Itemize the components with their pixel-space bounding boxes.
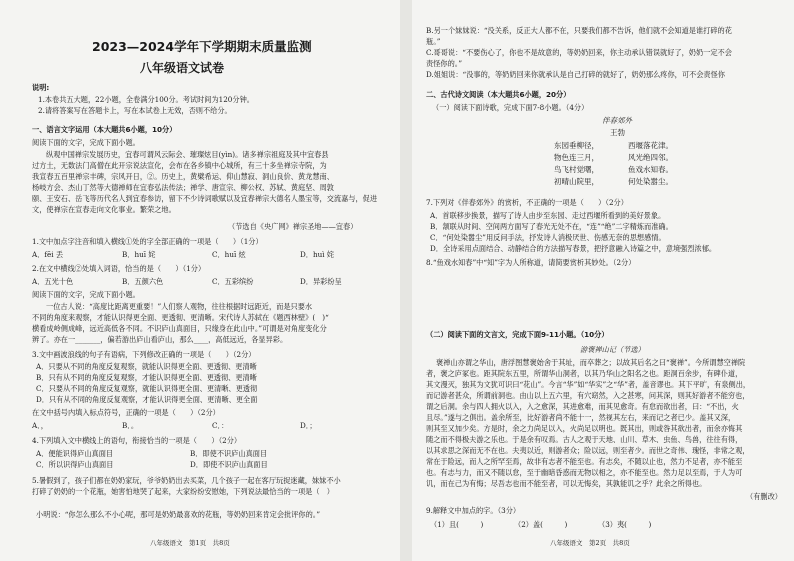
exam-subtitle: 八年级语文试卷 (140, 61, 225, 75)
q3-option-b[interactable]: B．只有从不同的角度反复观察，才能认识得更全面、更透彻、更清晰 (36, 373, 257, 382)
q1-option-a[interactable]: A．fēi 丢 (32, 250, 64, 259)
page-2 (414, 0, 794, 561)
passage-line: 不同的角度来观察，才能认识得更全面、更透彻、更清晰。宋代诗人苏轼在《题西林壁》( )“ (32, 313, 329, 322)
passage-line: 过方土，无数法门高僧在此开宗说法宣化，会布在各乡镇中心城所，有三十多坐禅宗寺院，为 (32, 161, 327, 170)
prose-line: 随之而不得极夫游之乐也。于是余有叹焉。古人之观于天地、山川、草木、虫鱼、鸟兽，往往有得， (426, 435, 743, 444)
prose-line: 而记游者甚众，所谓前洞也。由山以上五六里，有穴窈然，入之甚寒，问其深，则其好游者不能穷也， (426, 391, 750, 400)
question-2: 2.在文中横线②处填入词语，恰当的是（ ）（1分） (32, 264, 206, 273)
q1-option-c[interactable]: C．huī 炫 (212, 250, 246, 259)
q1-option-b[interactable]: B．huī 姹 (122, 250, 156, 259)
note-line: 1.本卷共五大题，22小题，全卷满分100分。考试时间为120分钟。 (38, 95, 254, 104)
passage-line: 杨岐方会、杰山丁然等大德禅师在宜春弘法传法；禅学、唐宣宗、柳公权、苏轼、黄庭坚、周敦 (32, 183, 334, 192)
prose-source: （有删改） (746, 492, 782, 501)
prose-line: 常在于险远，而人之所罕至焉，故非有志者不能至也。有志矣，不随以止也，然力不足者，亦不能至 (426, 457, 743, 466)
prose-line: 也。有志与力，而又不随以怠，至于幽暗昏惑而无物以相之，亦不能至也。然力足以至焉，于人为可 (426, 468, 743, 477)
prose-line: 者，褒之庐冢也。距其院东五里，所谓华山洞者，以其乃华山之阳名之也。距洞百余步，有碑仆道， (426, 369, 743, 378)
q9-item[interactable]: （2）盖( ) (514, 520, 568, 529)
question-3: 3.文中画波浪线的句子有语病，下列修改正确的一项是（ ）（2分） (32, 350, 256, 359)
section-1b-intro: 阅读下面的文字，完成下面小题。 (32, 290, 140, 299)
prose-line: 则其至又加少矣。方是时，余之力尚足以入，火尚足以明也。既其出，则或咎其欲出者，而余亦悔其 (426, 424, 743, 433)
exam-title: 2023—2024学年下学期期末质量监测 (92, 39, 312, 54)
q5-option-c[interactable]: C.哥哥说：“不要伤心了，你也不是故意的，等奶奶回来，你主动承认错误就好了，奶奶一定不会 (426, 48, 732, 57)
prose-line: 以其求思之深而无不在也。夫夷以近，则游者众；险以远，则至者少。而世之奇伟、瑰怪，非常之观， (426, 446, 750, 455)
poem-title: 伴春郊外 (602, 116, 632, 125)
q3-option-a[interactable]: A．只要从不同的角度反复观察，就能认识得更全面、更透彻、更清晰 (36, 362, 257, 371)
q3-option-d[interactable]: D．只有从不同的角度反复观察，才能认识得更全面、更清晰、更全面 (36, 395, 258, 404)
poem-line: 鸟飞村觉曙， (554, 165, 599, 174)
q7-option-a[interactable]: A．首联移步换景，描写了诗人由步至东园、走过西堰所看到的美好景象。 (430, 211, 666, 220)
passage-line: 纵观中国禅宗发展历史，宜春可谓风云际会、璀璨炫目(yìn)。诸多禅宗祖庭及其中宜春县 (46, 150, 329, 159)
q3b-option-b[interactable]: B．。 (122, 421, 139, 430)
poem-author: 王勃 (610, 128, 625, 137)
passage-line: 横看成岭侧成峰，远近高低各不同。不识庐山真面目，只缘身在此山中。”可谓是对角度变化分 (32, 324, 327, 333)
q2-option-d[interactable]: D．异彩纷呈 (300, 277, 342, 286)
note-line: 2.请将答案写在答题卡上，写在本试卷上无效，否则不给分。 (38, 106, 232, 115)
prose-title: 游褒禅山记（节选） (580, 345, 645, 354)
q9-item[interactable]: （3）夷( ) (598, 520, 652, 529)
passage-line: 颐、王安石、岳飞等历代名人到宜春参访，留下不少诗词歌赋以及宜春禅宗大德名人墨宝等，交流嘉与，促进 (32, 194, 378, 203)
text-line: 责怪你的。” (426, 59, 463, 68)
poem-line: 东园垂柳径， (554, 141, 599, 150)
passage-line: 辨了。亦在一_______，偏若游出庐山看庐山，那么____，高低远近，各显异彩。 (32, 335, 288, 344)
notes-heading: 说明: (32, 83, 50, 92)
q3b-option-d[interactable]: D．； (300, 421, 317, 430)
q4-option-a[interactable]: A．便能识得庐山真面目 (36, 449, 114, 458)
question-1: 1.文中加点字注音和填入横线①处的字全部正确的一项是（ ）（1分） (32, 237, 263, 246)
question-7: 7.下列对《伴春郊外》的赏析，不正确的一项是（ ）（2分） (426, 198, 628, 207)
poem-line: 西堰落花津。 (628, 141, 673, 150)
q9-item[interactable]: （1）且( ) (430, 520, 484, 529)
text-line: 瓶。” (426, 37, 441, 46)
section-1-heading: 一、语言文字运用（本大题共6小题，10分） (32, 125, 177, 134)
passage-line: 一位古人说：“高度比距离更重要！”人们察人观物，往往根据时远距近，而是只要水 (46, 302, 313, 311)
q2-option-a[interactable]: A．五光十色 (32, 277, 74, 286)
q5-option-a[interactable]: 小明说：“你怎么那么不小心呢，那可是奶奶最喜欢的花瓶，等奶奶回来肯定会批评你的。” (36, 510, 321, 519)
q5-option-d[interactable]: D.姐姐说：“没事的，等奶奶回来你就承认是自己打碎的就好了，奶奶那么疼你，可不会责怪你 (426, 70, 725, 79)
q7-option-c[interactable]: C．“何处染嚣尘”用反问手法，抒发诗人消极厌世、伤感无奈的思想感情。 (430, 233, 666, 242)
q7-option-d[interactable]: D．全诗采用点面结合、动静结合的方法描写春景，把抒意融入诗篇之中，意境强烈浓郁。 (430, 244, 717, 253)
prose-line: 谓之后洞。余与四人拥火以入，入之愈深，其进愈难，而其见愈奇。有怠而欲出者，曰：“不出，火 (426, 402, 739, 411)
question-4: 4.下列填入文中横线上的语句，衔接恰当的一项是（ ）（2分） (32, 436, 242, 445)
prose-line: 其文漫灭，独其为文犹可识曰“花山”。今言“华”如“华实”之“华”者，盖音谬也。其下平旷，有泉侧出， (426, 380, 751, 389)
poem-line: 物色连三月， (554, 153, 599, 162)
q3-option-c[interactable]: C．只要从不同的角度反复观察，就能认识得更全面、更清晰、更透彻 (36, 384, 258, 393)
page-footer: 八年级语文 第1页 共8页 (150, 539, 230, 547)
q3b-option-a[interactable]: A．， (32, 421, 48, 430)
q5-option-b[interactable]: B.另一个妹妹说：“没关系，反正大人都不在，只要我们都不告诉，他们就不会知道是谁打碎的花 (426, 26, 732, 35)
poem-line: 鱼戏水知春。 (628, 165, 673, 174)
question-8: 8.“鱼戏水知春”中“知”字为人所称道，请简要赏析其妙处。（2分） (426, 258, 636, 267)
poem-line: 风光绝四邻。 (628, 153, 673, 162)
passage-line: 我宣春五百里禅宗丰碑，宗风开日，②。历史上，黄檗希运、仰山慧寂、洞山良价、黄龙慧南、 (32, 172, 334, 181)
q7-option-b[interactable]: B．颔联从时间、空间两方面写了春光无处不在，“连”“绝”二字精炼而准确。 (430, 222, 673, 231)
question-3b: 在文中括号内填入标点符号，正确的一项是（ ）（2分） (32, 408, 220, 417)
passage-source: （节选自《央广网》禅宗圣地——宜春） (228, 222, 358, 231)
q4-option-b[interactable]: B．即使不识庐山真面目 (190, 449, 268, 458)
page-footer: 八年级语文 第2页 共8页 (550, 539, 630, 547)
q3b-option-c[interactable]: C．： (212, 421, 229, 430)
q4-option-d[interactable]: D．即使不识庐山真面目 (190, 460, 268, 469)
q2-option-b[interactable]: B．五颜六色 (122, 277, 164, 286)
q2-option-c[interactable]: C．五彩缤纷 (212, 277, 254, 286)
question-5: 5.暑假到了，孩子们都在奶奶家玩，爷爷奶奶出去买菜，几个孩子一起在客厅玩捉迷藏，妹妹不小 (32, 476, 341, 485)
poem-line: 何处染嚣尘。 (628, 177, 673, 186)
prose-line: 褒禅山亦谓之华山，唐浮图慧褒始舍于其址，而卒葬之；以故其后名之曰“褒禅”。今所谓慧空禅院 (436, 358, 746, 367)
prose-line: 讥，而在己为有悔；尽吾志也而不能至者，可以无悔矣，其孰能讥之乎？此余之所得也。 (426, 479, 707, 488)
q4-option-c[interactable]: C．所以识得庐山真面目 (36, 460, 114, 469)
section-1-intro: 阅读下面的文字，完成下面小题。 (32, 138, 140, 147)
prose-line: 且尽。”遂与之俱出。盖余所至，比好游者尚不能十一，然视其左右，来而记之者已少。盖其又深， (426, 413, 736, 422)
section-2a-heading: （一）阅读下面诗歌，完成下面7-8小题。（4分） (432, 103, 589, 112)
question-5-line: 打碎了奶奶的一个花瓶，她害怕地哭了起来，大家纷纷安慰她，下列说法最恰当的一项是（ ） (32, 487, 334, 496)
section-2-heading: 二、古代诗文阅读（本大题共6小题，20分） (426, 90, 571, 99)
page-gutter (400, 0, 412, 561)
section-2b-heading: （二）阅读下面的文言文，完成下面9-11小题。（10分） (426, 330, 609, 339)
poem-line: 初晴山院里， (554, 177, 599, 186)
q1-option-d[interactable]: D．huì 姹 (300, 250, 334, 259)
question-9: 9.解释文中加点的字。（3分） (426, 506, 521, 515)
passage-line: 文，使禅宗在宣春走向文化事业。繁荣之地。 (32, 205, 176, 214)
